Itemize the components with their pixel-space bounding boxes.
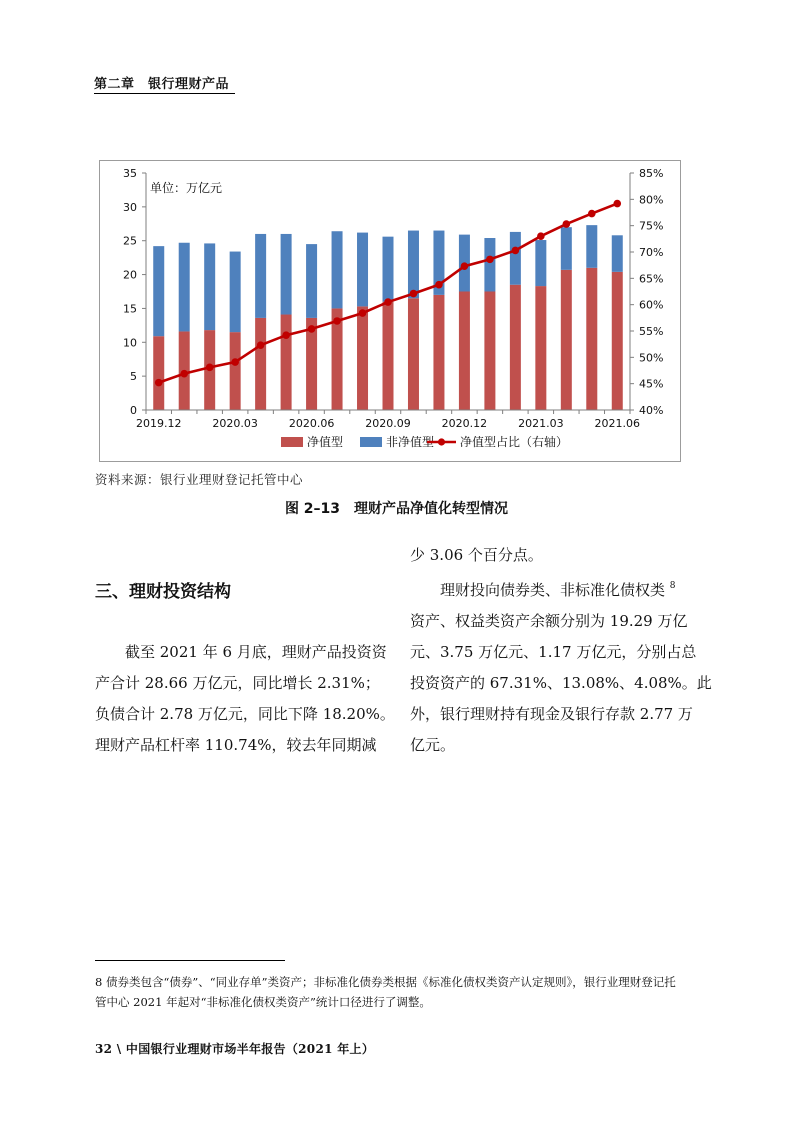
bar-non-net-value	[586, 225, 597, 268]
left-axis-tick-label: 20	[123, 268, 137, 282]
bar-net-value	[230, 332, 241, 410]
legend-swatch-net-value	[281, 437, 303, 447]
bar-non-net-value	[332, 231, 343, 308]
ratio-point	[588, 210, 596, 218]
x-axis-tick-label: 2020.09	[365, 417, 411, 430]
ratio-point	[282, 331, 290, 339]
ratio-point	[461, 262, 469, 270]
ratio-point	[384, 298, 392, 306]
bar-net-value	[561, 270, 572, 410]
page-footer: 32 \ 中国银行业理财市场半年报告（2021 年上）	[95, 1042, 375, 1056]
bar-net-value	[153, 336, 164, 410]
ratio-point	[486, 256, 494, 264]
ratio-point	[537, 232, 545, 240]
right-axis-tick-label: 85%	[639, 167, 664, 180]
ratio-point	[613, 200, 621, 208]
ratio-point	[563, 220, 571, 228]
chapter-header: 第二章 银行理财产品	[94, 77, 230, 92]
x-axis-tick-label: 2020.03	[212, 417, 258, 430]
bar-non-net-value	[204, 243, 215, 330]
ratio-point	[155, 379, 163, 387]
ratio-point	[257, 341, 265, 349]
bar-net-value	[459, 292, 470, 411]
ratio-point	[333, 317, 341, 325]
bar-net-value	[255, 318, 266, 410]
left-axis-tick-label: 30	[123, 200, 137, 214]
left-axis-tick-label: 0	[130, 404, 137, 417]
right-axis-tick-label: 70%	[639, 246, 664, 259]
footnote-line-2: 管中心 2021 年起对“非标准化债权类资产”统计口径进行了调整。	[95, 995, 431, 1009]
right-axis-tick-label: 40%	[639, 404, 664, 417]
chart-frame	[99, 160, 681, 462]
left-axis-tick-label: 35	[123, 167, 137, 180]
chapter-header-rule	[94, 93, 235, 94]
right-axis-tick-label: 60%	[639, 298, 664, 312]
ratio-point	[435, 281, 443, 289]
ratio-point	[359, 309, 367, 317]
right-line-3: 资产、权益类资产余额分别为 19.29 万亿	[410, 612, 688, 630]
bar-non-net-value	[408, 231, 419, 299]
right-line-4: 元、3.75 万亿元、1.17 万亿元，分别占总	[410, 643, 697, 661]
bar-non-net-value	[179, 243, 190, 332]
right-axis-tick-label: 50%	[639, 351, 664, 365]
footnote	[95, 972, 700, 1012]
figure-caption: 图 2–13 理财产品净值化转型情况	[284, 501, 509, 517]
bar-non-net-value	[383, 237, 394, 302]
section-title: 三、理财投资结构	[95, 582, 231, 602]
legend-swatch-non-net-value	[360, 437, 382, 447]
x-axis-tick-label: 2021.03	[518, 417, 564, 430]
left-axis-tick-label: 5	[130, 370, 137, 384]
bar-non-net-value	[357, 233, 368, 307]
bar-net-value	[408, 298, 419, 410]
footnote-reference: 8	[669, 581, 676, 591]
left-line-4: 理财产品杠杆率 110.74%，较去年同期减	[95, 736, 377, 754]
bar-net-value	[433, 295, 444, 410]
figure-source: 资料来源：银行业理财登记托管中心	[95, 472, 304, 487]
net-value-transition-chart	[100, 161, 680, 461]
footnote-text-1: 债券类包含“债券”、“同业存单”类资产；非标准化债券类根据《标准化债权类资产认定规则》，银行业理财登记托	[105, 975, 676, 989]
ratio-point	[512, 247, 520, 255]
chart-legend	[281, 434, 568, 449]
bar-net-value	[357, 306, 368, 410]
bar-non-net-value	[510, 232, 521, 285]
bar-non-net-value	[535, 240, 546, 286]
bar-non-net-value	[306, 244, 317, 318]
footnote-rule	[95, 960, 285, 961]
bar-net-value	[281, 315, 292, 410]
bar-non-net-value	[561, 227, 572, 270]
legend-label-net-value: 净值型	[307, 435, 344, 449]
left-axis-tick-label: 10	[123, 336, 137, 350]
right-axis-tick-label: 75%	[639, 219, 664, 233]
ratio-point	[180, 370, 188, 378]
ratio-point	[308, 325, 316, 333]
left-axis-tick-label: 25	[123, 234, 137, 248]
left-line-3: 负债合计 2.78 万亿元，同比下降 18.20%。	[95, 705, 395, 723]
x-axis-tick-label: 2019.12	[135, 417, 182, 430]
footnote-line-1	[95, 972, 700, 992]
right-axis-tick-label: 65%	[639, 272, 664, 286]
right-line-1: 少 3.06 个百分点。	[410, 546, 543, 564]
right-column-paragraph	[410, 540, 712, 761]
bar-net-value	[383, 302, 394, 410]
footnote-number: 8	[95, 975, 103, 989]
bar-net-value	[510, 285, 521, 410]
ratio-point	[206, 364, 214, 372]
bar-net-value	[586, 268, 597, 410]
bar-non-net-value	[255, 234, 266, 318]
bar-non-net-value	[230, 252, 241, 333]
right-line-5: 投资资产的 67.31%、13.08%、4.08%。此	[410, 674, 712, 692]
bar-non-net-value	[484, 238, 495, 291]
x-axis-tick-label: 2020.12	[441, 417, 488, 430]
left-column-paragraph	[95, 637, 395, 761]
legend-label-non-net-value: 非净值型	[386, 435, 435, 449]
right-line-7: 亿元。	[410, 736, 456, 754]
bar-net-value	[484, 292, 495, 411]
left-line-1: 截至 2021 年 6 月底，理财产品投资资	[125, 643, 387, 661]
left-line-2: 产合计 28.66 万亿元，同比增长 2.31%；	[95, 674, 380, 692]
bar-non-net-value	[281, 234, 292, 315]
legend-marker-ratio	[438, 438, 445, 445]
x-axis-tick-label: 2021.06	[594, 417, 641, 430]
right-line-2	[410, 571, 702, 606]
bar-net-value	[535, 286, 546, 410]
right-axis-tick-label: 45%	[639, 377, 664, 391]
unit-label: 单位：万亿元	[150, 181, 223, 195]
bar-non-net-value	[612, 235, 623, 272]
x-axis-tick-label: 2020.06	[288, 417, 335, 430]
legend-label-ratio: 净值型占比（右轴）	[460, 435, 569, 449]
left-axis-tick-label: 15	[123, 302, 137, 316]
bar-net-value	[612, 272, 623, 410]
ratio-point	[410, 290, 418, 298]
bar-non-net-value	[153, 246, 164, 336]
ratio-point	[231, 358, 239, 366]
right-line-2-text: 理财投向债券类、非标准化债权类	[440, 581, 666, 599]
right-axis-tick-label: 55%	[639, 325, 664, 338]
right-axis-tick-label: 80%	[639, 193, 664, 207]
right-line-6: 外，银行理财持有现金及银行存款 2.77 万	[410, 705, 693, 723]
